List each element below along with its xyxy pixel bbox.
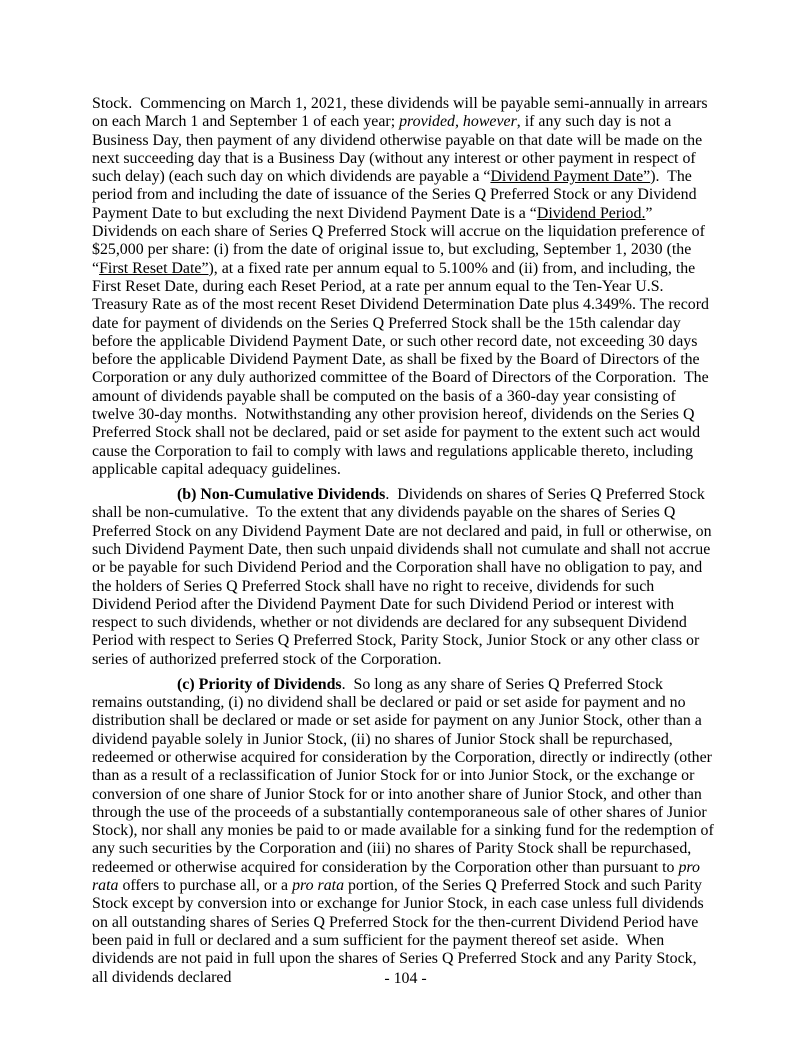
text-run: Dividend Period. xyxy=(536,204,646,222)
text-run: Dividend Payment Date” xyxy=(490,168,651,186)
text-run: portion, of the Series Q Preferred Stock and such Parity Stock except by conversion into or exchange for Junior Stock, in each case unless full dividends on all outstanding shares of Series Q Preferred Stock for the then-current Dividend Period have been paid in full or declared and a sum sufficient for the payment thereof set aside. When dividends are not paid in full upon the shares of Series Q Preferred Stock and any Parity Stock, all dividends declared xyxy=(92,877,708,986)
paragraph xyxy=(92,675,718,987)
text-run: Stock. Commencing on March 1, 2021, these dividends will be payable semi-annually in arrears on each March 1 and September 1 of each year; xyxy=(92,95,712,131)
paragraph xyxy=(92,486,715,669)
text-run: offers to purchase all, or a xyxy=(118,877,293,895)
text-run: (b) Non-Cumulative Dividends xyxy=(177,486,386,504)
text-run: . So long as any share of Series Q Preferred Stock remains outstanding, (i) no dividend shall be declared or paid or set aside for payment and no distribution shall be declared or made or set aside for payment on any Junior Stock, other than a dividend payable solely in Junior Stock, (ii) no shares of Junior Stock shall be repurchased, redeemed or otherwise acquired for consideration by the Corporation, directly or indirectly (other than as a result of a reclassification of Junior Stock for or into Junior Stock, or the exchange or conversion of one share of Junior Stock for or into another share of Junior Stock, and other than through the use of the proceeds of a substantially contemporaneous sale of other shares of Junior Stock), nor shall any monies be paid to or made available for a sinking fund for the redemption of any such securities by the Corporation and (iii) no shares of Parity Stock shall be repurchased, redeemed or otherwise acquired for consideration by the Corporation other than pursuant to xyxy=(92,675,718,876)
page-number: - 104 - xyxy=(384,970,427,987)
text-run: provided, however xyxy=(399,113,517,131)
text-run: ” Dividends on each share of Series Q Preferred Stock will accrue on the liquidation preference of $25,000 per share: (i) from the date of original issue to, but excluding, September 1, 2030 (the “ xyxy=(92,204,709,277)
text-run: ). The period from and including the date of issuance of the Series Q Preferred Stock or any Dividend Payment Date to but excluding the next Dividend Payment Date is a “ xyxy=(92,168,701,222)
text-run: . Dividends on shares of Series Q Preferred Stock shall be non-cumulative. To the extent that any dividends payable on the shares of Series Q Preferred Stock on any Dividend Payment Date are not declared and paid, in full or otherwise, on such Dividend Payment Date, then such unpaid dividends shall not cumulate and shall not accrue or be payable for such Dividend Period and the Corporation shall have no obligation to pay, and the holders of Series Q Preferred Stock shall have no right to receive, dividends for such Dividend Period after the Dividend Payment Date for such Dividend Period or interest with respect to such dividends, whether or not dividends are declared for any subsequent Dividend Period with respect to Series Q Preferred Stock, Parity Stock, Junior Stock or any other class or series of authorized preferred stock of the Corporation. xyxy=(92,486,716,668)
text-run: ), at a fixed rate per annum equal to 5.100% and (ii) from, and including, the First Reset Date, during each Reset Period, at a rate per annum equal to the Ten-Year U.S. Treasury Rate as of the most recent Reset Dividend Determination Date plus 4.349%. The record date for payment of dividends on the Series Q Preferred Stock shall be the 15th calendar day before the applicable Dividend Payment Date, or such other record date, not exceeding 30 days before the applicable Dividend Payment Date, as shall be fixed by the Board of Directors of the Corporation or any duly authorized committee of the Board of Directors of the Corporation. The amount of dividends payable shall be computed on the basis of a 360-day year consisting of twelve 30-day months. Notwithstanding any other provision hereof, dividends on the Series Q Preferred Stock shall not be declared, paid or set aside for payment to the extent such act would cause the Corporation to fail to comply with laws and regulations applicable thereto, including applicable capital adequacy guidelines. xyxy=(92,259,713,478)
text-run: pro rata xyxy=(92,858,704,895)
text-run: (c) Priority of Dividends xyxy=(177,675,342,693)
text-run: First Reset Date” xyxy=(99,259,209,277)
text-run: pro rata xyxy=(292,877,345,895)
text-run: , if any such day is not a Business Day, then payment of any dividend otherwise payable on that date will be made on the next succeeding day that is a Business Day (without any interest or other payment in respect of such delay) (each such day on which dividends are payable a “ xyxy=(92,113,707,186)
paragraph xyxy=(92,95,715,479)
page-body xyxy=(92,95,718,987)
